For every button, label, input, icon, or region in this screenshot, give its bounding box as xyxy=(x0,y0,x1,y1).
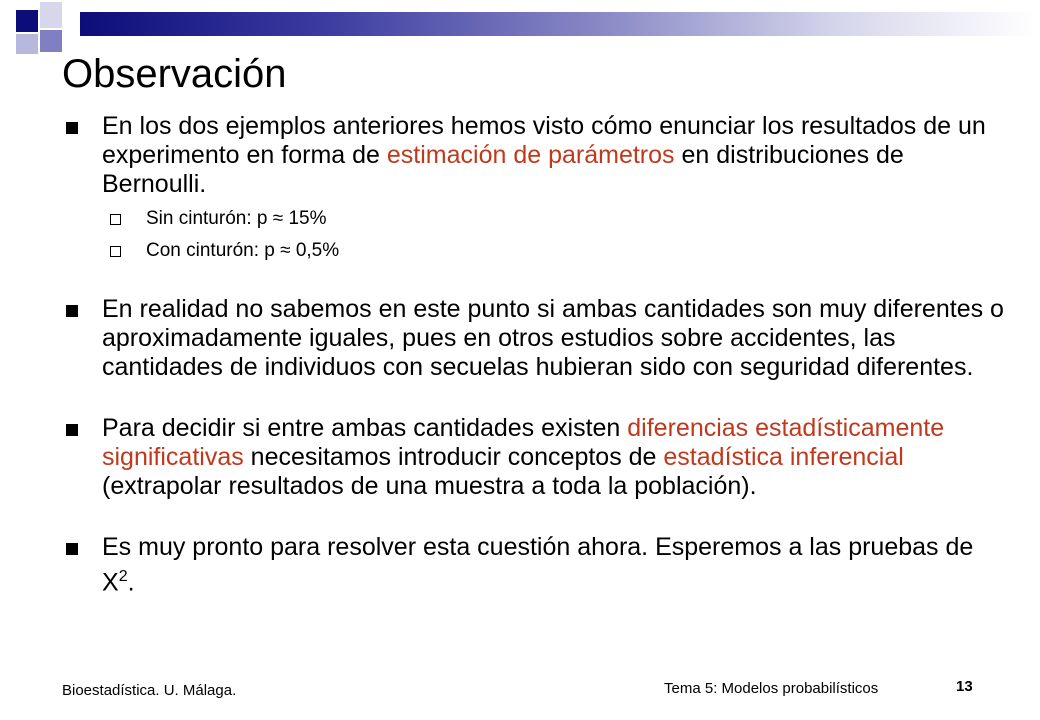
square-bullet-icon xyxy=(66,424,78,436)
decor-square-light xyxy=(40,2,62,28)
slide-title: Observación xyxy=(62,52,287,96)
bullet-estimation xyxy=(62,112,1012,199)
decor-square-medium xyxy=(40,30,62,52)
square-bullet-icon xyxy=(66,305,78,317)
subitem-text: Con cinturón: p ≈ 0,5% xyxy=(146,240,340,261)
highlight-estimation: estimación de parámetros xyxy=(386,141,675,169)
bullet-inference xyxy=(62,414,1012,501)
bullet-text: Es muy pronto para resolver esta cuestión ahora. Esperemos a las pruebas de X xyxy=(102,533,974,597)
highlight-inferential: estadística inferencial xyxy=(663,443,904,471)
subitem-con-cinturon xyxy=(62,239,1012,263)
superscript-2: 2 xyxy=(118,568,128,585)
decor-square-dark xyxy=(16,10,38,32)
bullet-text: . xyxy=(127,568,135,597)
hollow-square-bullet-icon xyxy=(110,246,121,257)
bullet-text: En realidad no sabemos en este punto si ambas cantidades son muy diferentes o aproximadamente iguales, pues en otros estudios sobre accidentes, las cantidades de individuos con secuelas hubieran sido con seguridad diferentes. xyxy=(102,295,1004,381)
decor-square-lavender xyxy=(16,34,38,54)
subitem-text: Sin cinturón: p ≈ 15% xyxy=(146,208,327,229)
hollow-square-bullet-icon xyxy=(110,214,121,225)
decor-square-white xyxy=(62,18,80,36)
bullet-text: En los dos ejemplos anteriores hemos visto cómo enunciar los resultados de un experimento en forma de xyxy=(102,112,986,169)
bullet-reality xyxy=(62,295,1012,382)
square-bullet-icon xyxy=(66,543,78,555)
bullet-chi-square xyxy=(62,533,1012,597)
header-gradient-bar xyxy=(80,12,1035,36)
page-number: 13 xyxy=(956,678,973,695)
bullet-text: (extrapolar resultados de una muestra a toda la población). xyxy=(102,472,757,500)
square-bullet-icon xyxy=(66,122,78,134)
footer-topic: Tema 5: Modelos probabilísticos xyxy=(664,680,879,697)
footer-institution: Bioestadística. U. Málaga. xyxy=(62,682,237,699)
highlight-significance: diferencias estadísticamente significativas xyxy=(102,414,945,471)
bullet-text: necesitamos introducir conceptos de xyxy=(243,443,664,471)
bullet-text: Para decidir si entre ambas cantidades existen xyxy=(102,414,628,442)
bullet-text: en distribuciones de Bernoulli. xyxy=(102,141,904,198)
subitem-sin-cinturon xyxy=(62,207,1012,231)
slide-content xyxy=(62,112,1012,597)
